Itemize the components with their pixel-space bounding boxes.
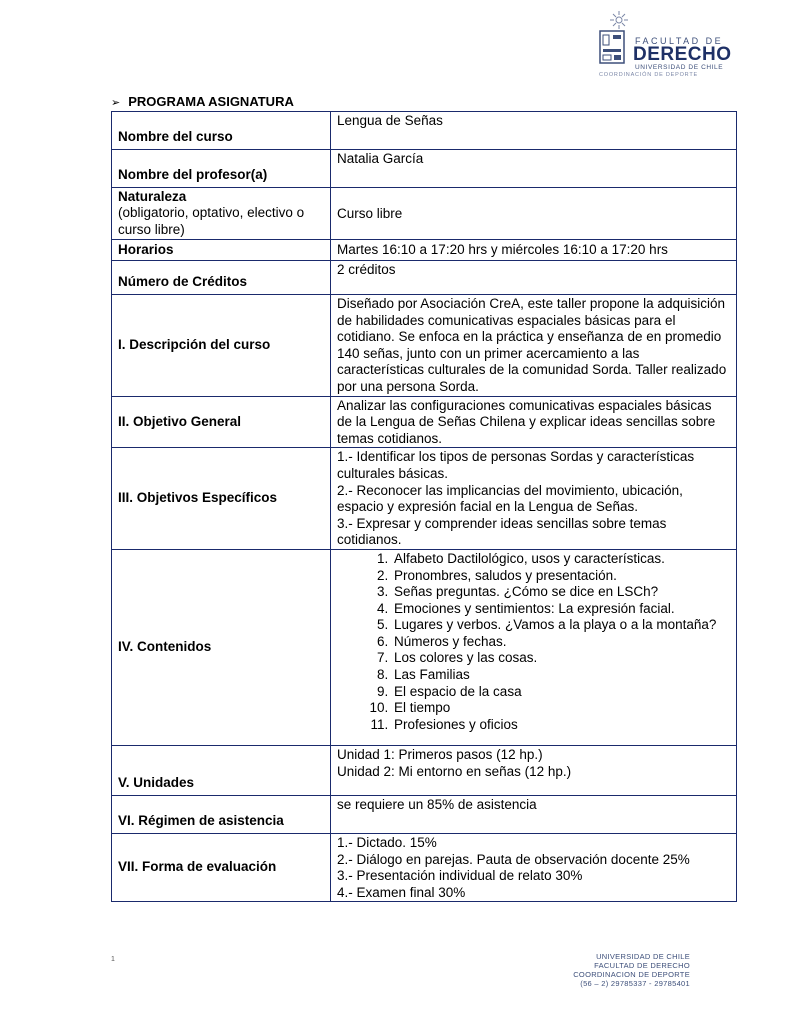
list-item: 3.- Presentación individual de relato 30% [337,868,583,884]
row-label: V. Unidades [112,745,331,795]
list-item: 5. Lugares y verbos. ¿Vamos a la playa o a la montaña? [392,617,730,634]
list-item: Unidad 1: Primeros pasos (12 hp.) [337,746,543,762]
list-item: 9. El espacio de la casa [392,684,730,701]
professor-value: Natalia García [331,150,737,188]
table-row [112,261,737,295]
row-label: Número de Créditos [112,261,331,295]
shield-emblem-icon [599,30,625,64]
section-title [111,94,294,109]
contents-list [337,551,730,734]
row-label: VI. Régimen de asistencia [112,795,331,833]
table-row [112,549,737,745]
evaluation-value [331,833,737,901]
table-row [112,112,737,150]
list-item: 4. Emociones y sentimientos: La expresión facial. [392,601,730,618]
list-item: 8. Las Familias [392,667,730,684]
logo-faculty-text: FACULTAD DE [635,36,724,46]
list-item: 10. El tiempo [392,700,730,717]
row-label: Horarios [112,240,331,261]
logo-derecho-text: DERECHO [633,44,732,65]
list-item: Unidad 2: Mi entorno en señas (12 hp.) [337,763,572,779]
list-item: 1.- Dictado. 15% [337,834,437,850]
logo-university-text: UNIVERSIDAD DE CHILE [635,64,724,71]
table-row [112,295,737,397]
units-value [331,745,737,795]
faculty-logo [597,10,732,78]
arrow-bullet-icon: ➢ [111,97,121,109]
attendance-value: se requiere un 85% de asistencia [331,795,737,833]
row-label: VII. Forma de evaluación [112,833,331,901]
row-label: Naturaleza [118,188,187,204]
list-item: 2. Pronombres, saludos y presentación. [392,568,730,585]
schedule-value: Martes 16:10 a 17:20 hrs y miércoles 16:10 a 17:20 hrs [331,240,737,261]
general-objective-value: Analizar las configuraciones comunicativas espaciales básicas de la Lengua de Señas Chilena y explicar ideas sencillas sobre temas cotidianos. [331,396,737,448]
list-item: 3.- Expresar y comprender ideas sencillas sobre temas cotidianos. [337,515,667,548]
list-item: 2.- Reconocer las implicancias del movimiento, ubicación, espacio y expresión facial en la Lengua de Señas. [337,482,683,515]
table-row [112,448,737,550]
list-item: 7. Los colores y las cosas. [392,650,730,667]
table-row [112,188,737,240]
row-label: III. Objetivos Específicos [112,448,331,550]
star-emblem-icon [609,10,629,30]
nature-value: Curso libre [331,188,737,240]
list-item: 1. Alfabeto Dactilológico, usos y características. [392,551,730,568]
table-row [112,150,737,188]
footer-line: COORDINACION DE DEPORTE [573,970,690,979]
row-label: IV. Contenidos [112,549,331,745]
row-label: Nombre del curso [112,112,331,150]
table-row [112,240,737,261]
footer-line: (56 – 2) 29785337 - 29785401 [580,979,690,988]
table-row [112,833,737,901]
contents-value [331,549,737,745]
nature-label [112,188,331,240]
logo-coordination-text: COORDINACIÓN DE DEPORTE [599,72,698,78]
list-item: 1.- Identificar los tipos de personas Sordas y características culturales básicas. [337,449,695,481]
row-label-note: (obligatorio, optativo, electivo o curso libre) [118,205,305,237]
specific-objectives-value [331,448,737,550]
section-title-text: PROGRAMA ASIGNATURA [128,94,294,109]
page-number: 1 [111,956,115,963]
credits-value: 2 créditos [331,261,737,295]
list-item: 3. Señas preguntas. ¿Cómo se dice en LSCh? [392,584,730,601]
row-label: Nombre del profesor(a) [112,150,331,188]
table-row [112,795,737,833]
description-value: Diseñado por Asociación CreA, este taller propone la adquisición de habilidades comunicativas espaciales básicas para el cotidiano. Se enfoca en la práctica y enseñanza de en promedio 140 señas, junto con un primer acercamiento a las características culturales de la comunidad Sorda. Taller realizado por una persona Sorda. [331,295,737,397]
row-label: I. Descripción del curso [112,295,331,397]
list-item: 11. Profesiones y oficios [392,717,730,734]
table-row [112,396,737,448]
list-item: 4.- Examen final 30% [337,884,466,900]
footer-address [573,952,690,988]
course-name-value: Lengua de Señas [331,112,737,150]
table-row [112,745,737,795]
footer-line: UNIVERSIDAD DE CHILE [596,952,690,961]
list-item: 2.- Diálogo en parejas. Pauta de observación docente 25% [337,851,690,867]
list-item: 6. Números y fechas. [392,634,730,651]
row-label: II. Objetivo General [112,396,331,448]
program-table [111,111,737,902]
footer-line: FACULTAD DE DERECHO [594,961,690,970]
